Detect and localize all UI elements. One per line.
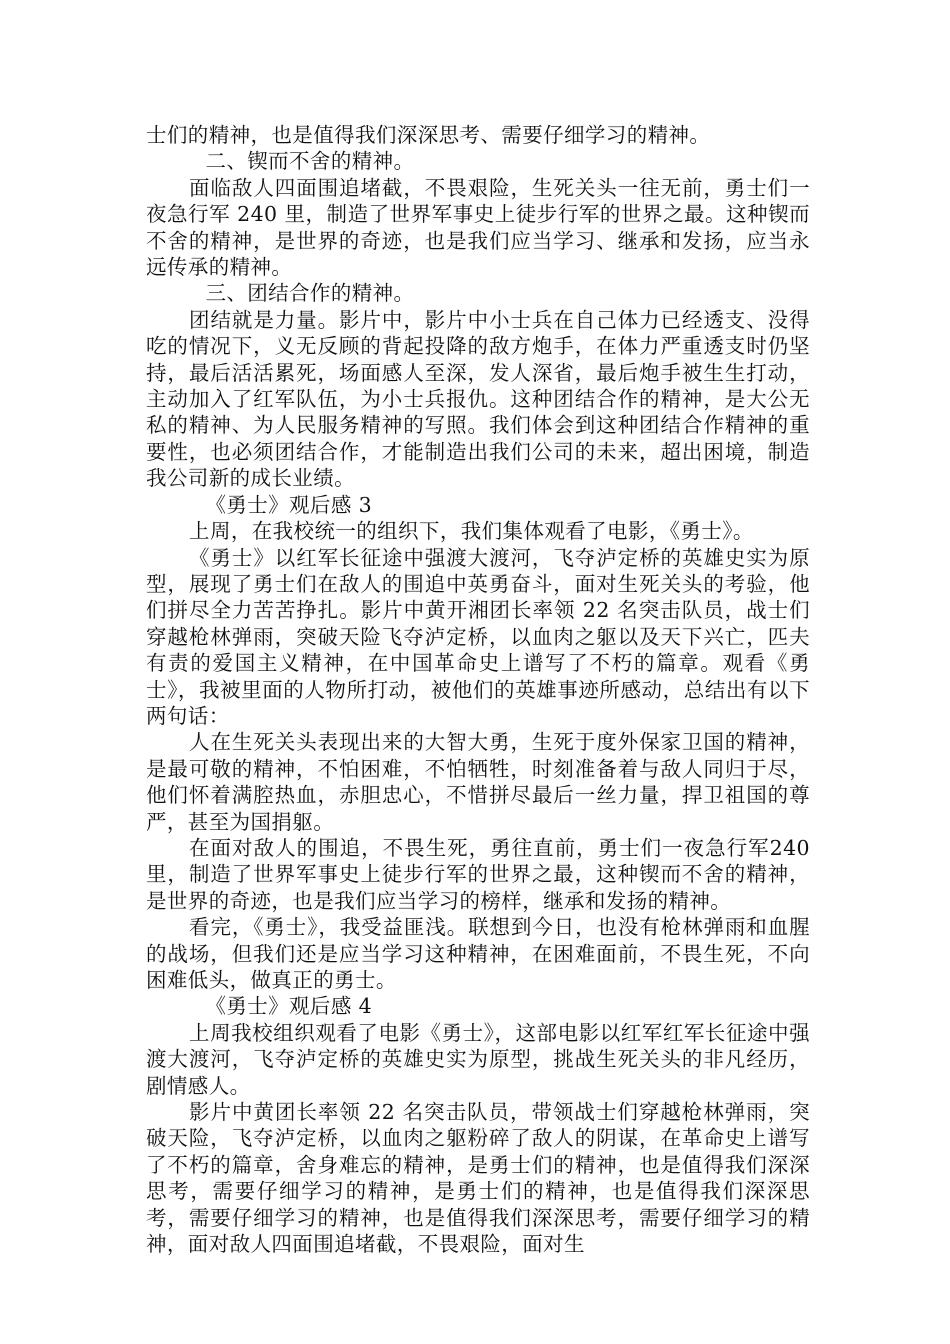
document-body xyxy=(146,122,810,1257)
essay-title: 《勇士》观后感 4 xyxy=(205,994,373,1019)
paragraph: 面临敌人四面围追堵截，不畏艰险，生死关头一往无前，勇士们一夜急行军 240 里，制造了世界军事史上徒步行军的世界之最。这种锲而不舍的精神，是世界的奇迹，也是我们应当学习、继承和发扬，应当永远传承的精神。 xyxy=(146,175,810,280)
section-heading: 二、锲而不舍的精神。 xyxy=(205,149,415,174)
essay-title: 《勇士》观后感 3 xyxy=(205,492,373,517)
paragraph: 在面对敌人的围追，不畏生死，勇往直前，勇士们一夜急行军240 里，制造了世界军事史上徒步行军的世界之最，这种锲而不舍的精神，是世界的奇迹，也是我们应当学习的榜样，继承和发扬的精神。 xyxy=(146,835,810,913)
paragraph: 看完，《勇士》，我受益匪浅。联想到今日，也没有枪林弹雨和血腥的战场，但我们还是应当学习这种精神，在困难面前，不畏生死，不向困难低头，做真正的勇士。 xyxy=(146,915,810,992)
section-heading: 三、团结合作的精神。 xyxy=(205,281,415,306)
paragraph: 影片中黄团长率领 22 名突击队员，带领战士们穿越枪林弹雨，突破天险，飞夺泸定桥，以血肉之躯粉碎了敌人的阴谋，在革命史上谱写了不朽的篇章，舍身难忘的精神，是勇士们的精神，也是值得我们深深思考，需要仔细学习的精神，是勇士们的精神，也是值得我们深深思考，需要仔细学习的精神，也是值得我们深深思考，需要仔细学习的精神，面对敌人四面围追堵截，不畏艰险，面对生 xyxy=(146,1100,810,1257)
paragraph: 上周，在我校统一的组织下，我们集体观看了电影，《勇士》。 xyxy=(189,519,754,544)
paragraph: 人在生死关头表现出来的大智大勇，生死于度外保家卫国的精神，是最可敬的精神，不怕困难，不怕牺牲，时刻准备着与敌人同归于尽，他们怀着满腔热血，赤胆忠心，不惜拼尽最后一丝力量，捍卫祖国的尊严，甚至为国捐躯。 xyxy=(146,730,810,834)
paragraph: 士们的精神，也是值得我们深深思考、需要仔细学习的精神。 xyxy=(146,123,711,147)
paragraph: 团结就是力量。影片中，影片中小士兵在自己体力已经透支、没得吃的情况下，义无反顾的背起投降的敌方炮手，在体力严重透支时仍坚持，最后活活累死，场面感人至深，发人深省，最后炮手被生生打动，主动加入了红军队伍，为小士兵报仇。这种团结合作的精神，是大公无私的精神、为人民服务精神的写照。我们体会到这种团结合作精神的重要性，也必须团结合作，才能制造出我们公司的未来，超出困境，制造我公司新的成长业绩。 xyxy=(146,307,810,491)
paragraph: 《勇士》以红军长征途中强渡大渡河，飞夺泸定桥的英雄史实为原型，展现了勇士们在敌人的围追中英勇奋斗，面对生死关头的考验，他们拼尽全力苦苦挣扎。影片中黄开湘团长率领 22 名突击队员，战士们穿越枪林弹雨，突破天险飞夺泸定桥，以血肉之躯以及天下兴亡，匹夫有责的爱国主义精神，在中国革命史上谱写了不朽的篇章。观看《勇士》，我被里面的人物所打动，被他们的英雄事迹所感动，总结出有以下两句话： xyxy=(146,545,810,728)
paragraph: 上周我校组织观看了电影《勇士》，这部电影以红军红军长征途中强渡大渡河，飞夺泸定桥的英雄史实为原型，挑战生死关头的非凡经历，剧情感人。 xyxy=(146,1020,810,1098)
